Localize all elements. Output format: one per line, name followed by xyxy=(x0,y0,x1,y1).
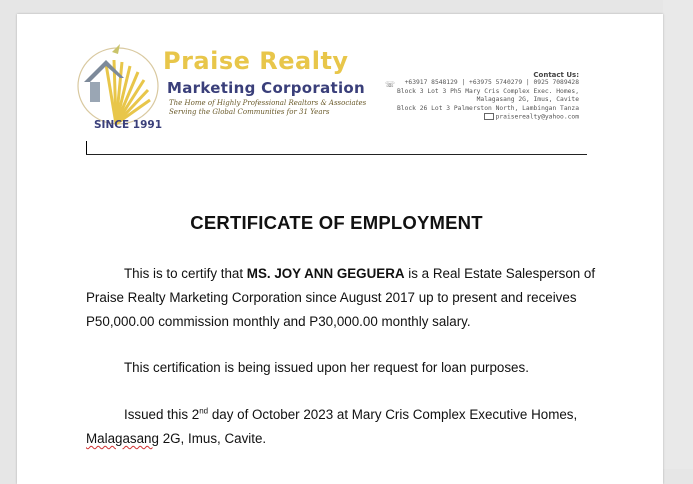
contact-phones: +63917 8548129 | +63975 5740279 | 0925 7089428 xyxy=(404,79,579,87)
contact-email: praiserealty@yahoo.com xyxy=(495,113,579,121)
contact-address-2: Malagasang 2G, Imus, Cavite xyxy=(476,96,579,104)
tagline-line-1: The Home of Highly Professional Realtors & Associates xyxy=(169,99,367,107)
header-divider xyxy=(86,154,587,155)
phone-icon: ☏ xyxy=(385,80,396,89)
brand-name: Praise Realty xyxy=(163,47,349,75)
contact-email-row xyxy=(369,113,579,122)
contact-block xyxy=(369,71,579,122)
window-background-strip xyxy=(663,0,693,469)
company-logo xyxy=(76,42,366,142)
ordinal-suffix: nd xyxy=(199,406,209,416)
p3-text-start: Issued this 2 xyxy=(124,407,200,422)
contact-address-1: Block 3 Lot 3 Ph5 Mary Cris Complex Exec. Homes, xyxy=(397,87,579,95)
contact-address-3: Block 26 Lot 3 Palmerston North, Lambingan Tanza xyxy=(397,104,579,112)
mail-icon xyxy=(484,113,494,120)
p3-text-mid: day of October 2023 at Mary Cris Complex Executive Homes, xyxy=(208,407,578,422)
p3-text-end: 2G, Imus, Cavite. xyxy=(158,431,267,446)
p2-text: This certification is being issued upon her request for loan purposes. xyxy=(124,360,529,375)
contact-title: Contact Us: xyxy=(533,71,579,79)
brand-tagline xyxy=(169,99,366,116)
paragraph-issued[interactable] xyxy=(86,403,596,451)
paragraph-purpose[interactable] xyxy=(86,356,596,380)
employee-name: MS. JOY ANN GEGUERA xyxy=(246,266,405,281)
spellcheck-flagged-word[interactable]: Malagasang xyxy=(86,431,159,446)
p1-text-end: is a Real Estate Salesperson of Praise Realty Marketing Corporation since August 2017 up to present and receives P50,000.00 commission monthly and P30,000.00 monthly salary. xyxy=(86,266,596,329)
tagline-line-2: Serving the Global Communities for 31 Years xyxy=(169,107,330,116)
since-label: SINCE 1991 xyxy=(94,119,163,131)
certificate-title: CERTIFICATE OF EMPLOYMENT xyxy=(190,212,483,233)
brand-subname: Marketing Corporation xyxy=(167,79,366,97)
paragraph-certification[interactable] xyxy=(86,262,596,334)
text-cursor xyxy=(86,141,87,154)
p1-text-start: This is to certify that xyxy=(124,266,247,281)
